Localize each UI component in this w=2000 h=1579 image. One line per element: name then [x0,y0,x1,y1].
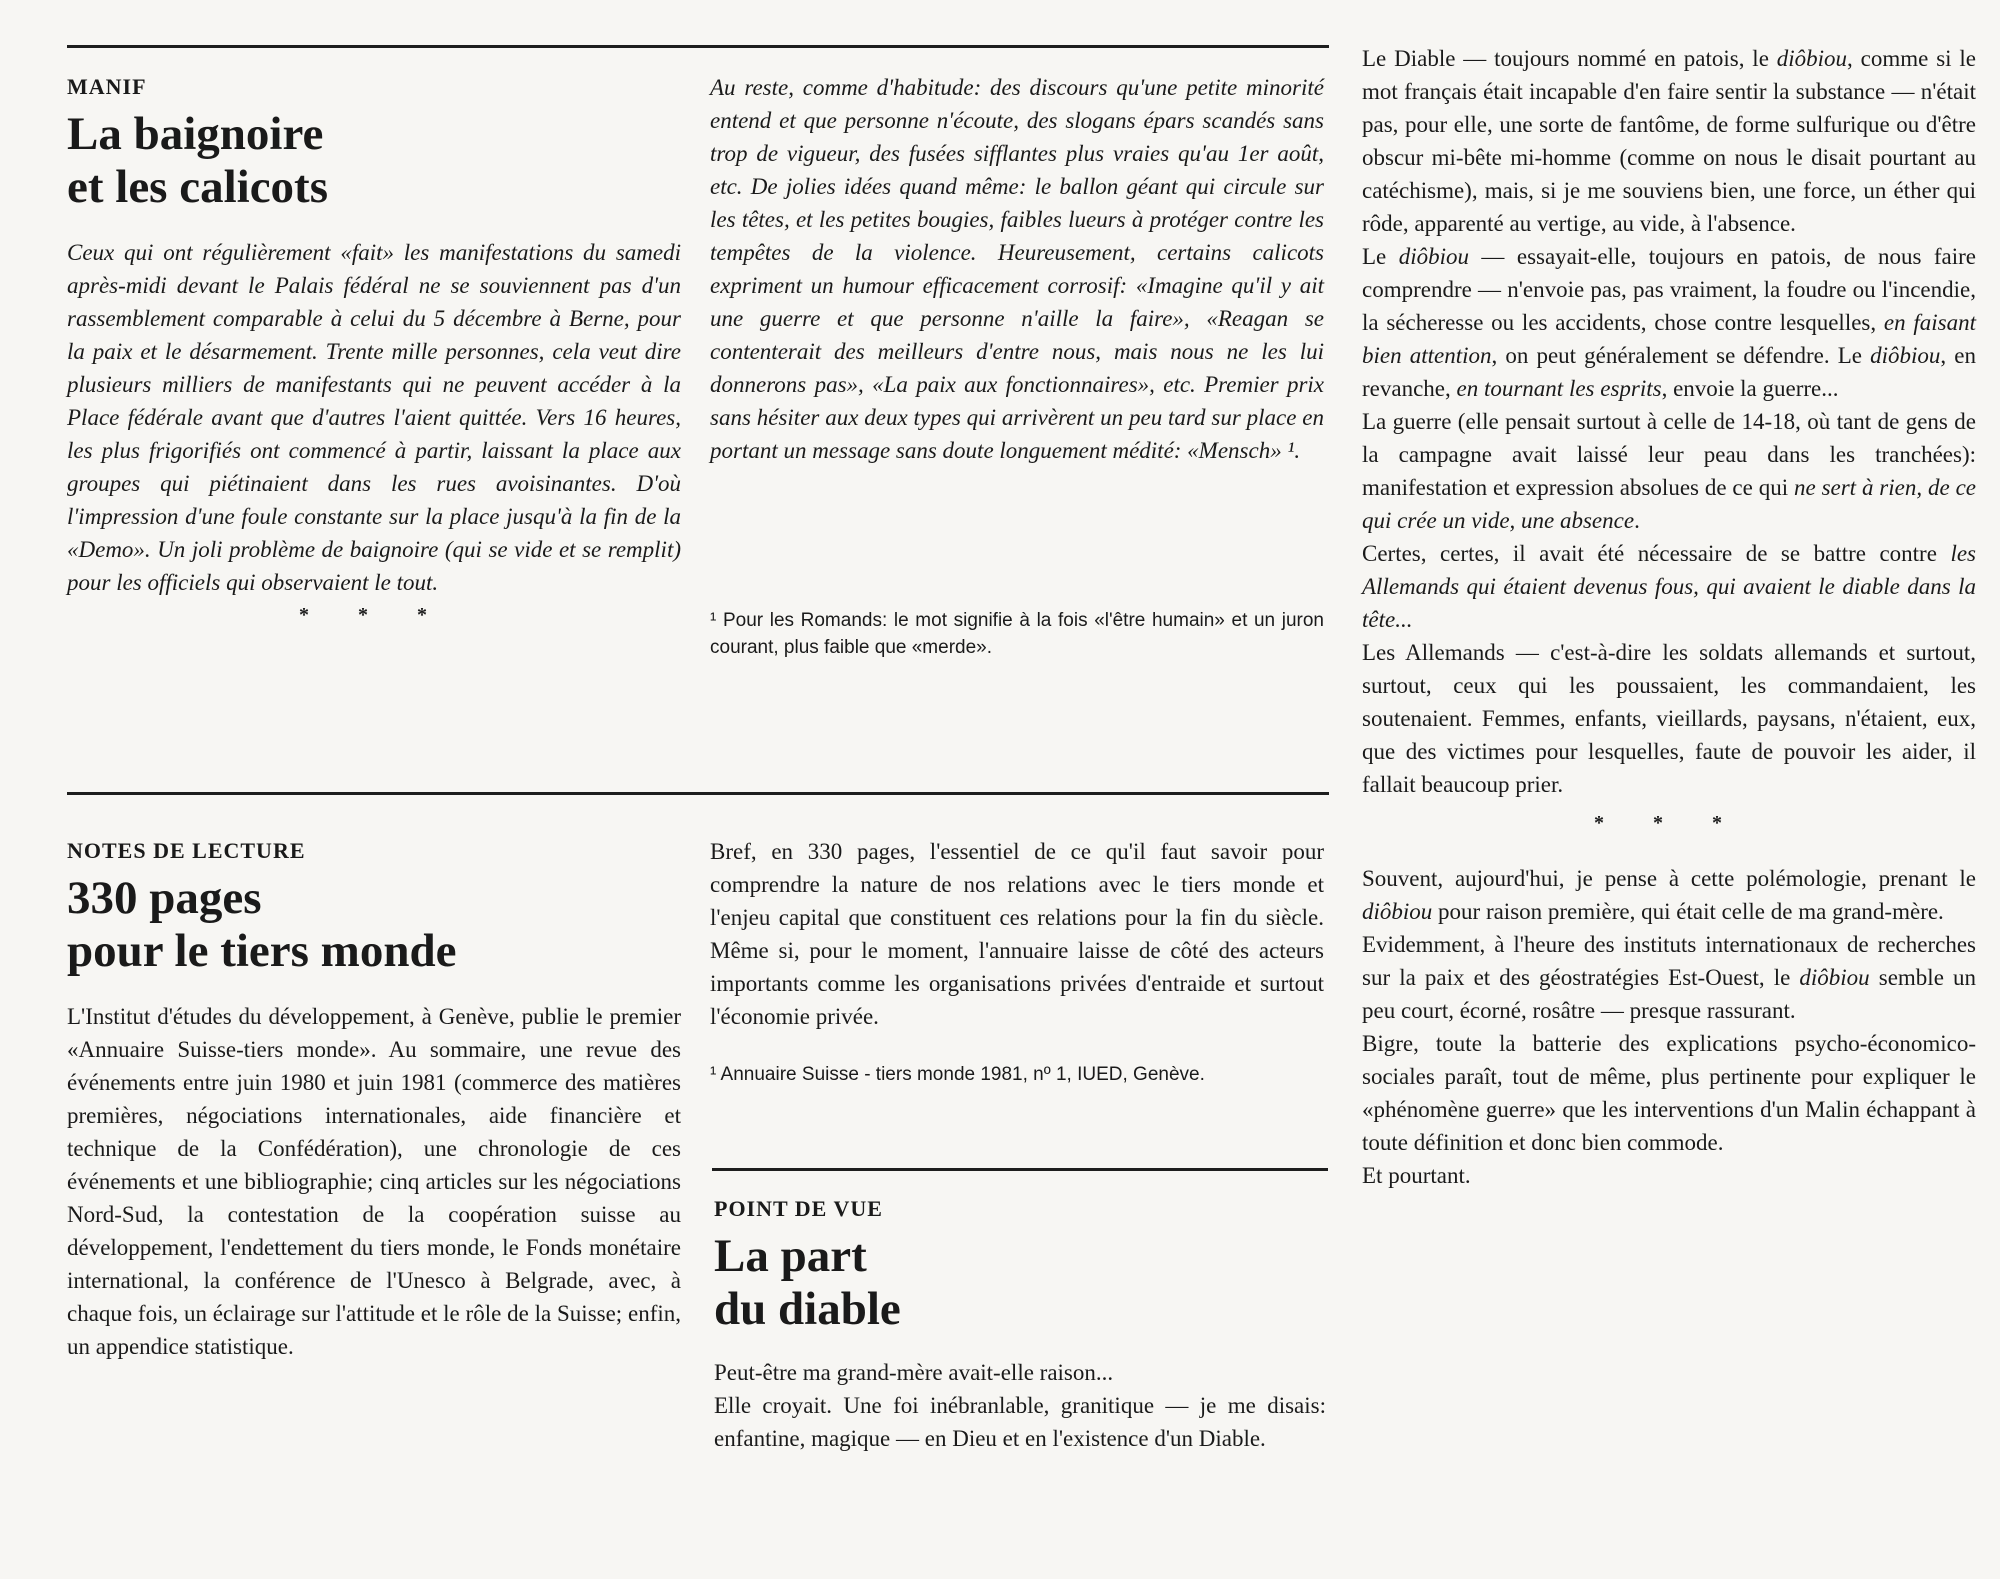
vue-stars: * * * [1594,812,1744,834]
manif-kicker: MANIF [67,74,147,99]
vue-p4-g: , en revanche, [1362,343,1976,401]
vue-p3-text-a: Le Diable — toujours nommé en patois, le [1362,46,1777,71]
notes-title [67,872,681,978]
vue-kicker: POINT DE VUE [714,1196,883,1221]
vue-paragraph-5 [1362,405,1976,537]
vue-p4-a: Le [1362,244,1399,269]
manif-title-line2: et les calicots [67,161,329,213]
point-de-vue-rule [712,1168,1328,1171]
vue-p8-b: diôbiou [1362,899,1433,924]
vue-p4-c: — essayait-elle, toujours en patois, de nous faire comprendre — n'envoie pas, pas vraiment, la foudre ou l'incendie, la sécheresse ou les accidents, chose contre lesquelles, [1362,244,1976,335]
vue-p4-e: , on peut généralement se défendre. Le [1491,343,1871,368]
vue-p3-term: diôbiou [1776,46,1848,71]
vue-p4-i: , envoie la guerre... [1661,376,1839,401]
vue-p9-b: diôbiou [1799,965,1870,990]
vue-paragraph-1: Peut-être ma grand-mère avait-elle raison... [714,1360,1114,1385]
vue-paragraph-8 [1362,862,1976,928]
notes-article-col2 [710,835,1324,1088]
vue-title-line1: La part [714,1230,867,1282]
vue-paragraph-9 [1362,928,1976,1027]
vue-paragraph-6 [1362,537,1976,636]
vue-p5-b: ne sert à rien, de ce qui crée un vide, une absence [1362,475,1976,533]
vue-paragraph-2: Elle croyait. Une foi inébranlable, granitique — je me disais: enfantine, magique — en Dieu et en l'existence d'un Diable. [714,1393,1326,1451]
manif-title-line1: La baignoire [67,108,324,160]
manif-stars: * * * [299,604,449,626]
vue-title-line2: du diable [714,1283,901,1335]
notes-footnote: ¹ Annuaire Suisse - tiers monde 1981, nº 1, IUED, Genève. [710,1064,1205,1085]
vue-article-col2 [714,1196,1326,1455]
manif-paragraph-1: Ceux qui ont régulièrement «fait» les manifestations du samedi après-midi devant le Palais fédéral ne se souviennent pas d'un rassemblement comparable à celui du 5 décembre à Berne, pour la paix et le désarmement. Trente mille personnes, cela veut dire plusieurs milliers de manifestants qui ne peuvent accéder à la Place fédérale avant que d'autres l'aient quittée. Vers 16 heures, les plus frigorifiés ont commencé à partir, laissant la place aux groupes qui piétinaient dans les rues avoisinantes. D'où l'impression d'une foule constante sur la place jusqu'à la fin de la «Demo». Un joli problème de baignoire (qui se vide et se remplit) pour les officiels qui observaient le tout. [67,240,681,595]
manif-footnote: ¹ Pour les Romands: le mot signifie à la fois «l'être humain» et un juron courant, plus faible que «merde». [710,610,1324,658]
vue-article-col3 [1362,42,1976,1192]
vue-title [714,1230,1326,1336]
vue-paragraph-7: Les Allemands — c'est-à-dire les soldats allemands et surtout, surtout, ceux qui les poussaient, les commandaient, les soutenaient. Femmes, enfants, vieillards, paysans, n'étaient, eux, que des victimes pour lesquelles, faute de pouvoir les aider, il fallait beaucoup prier. [1362,640,1976,797]
vue-paragraph-10: Bigre, toute la batterie des explications psycho-économico-sociales paraît, tout de même, plus pertinente pour expliquer le «phénomène guerre» que les interventions d'un Malin échappant à toute définition et donc bien commode. [1362,1031,1976,1155]
middle-rule [67,792,1329,795]
manif-article-col1 [67,74,681,632]
vue-p9-c: semble un peu court, écorné, rosâtre — presque rassurant. [1362,965,1976,1023]
vue-paragraph-11: Et pourtant. [1362,1163,1471,1188]
notes-paragraph-1: L'Institut d'études du développement, à Genève, publie le premier «Annuaire Suisse-tiers monde». Au sommaire, une revue des événements entre juin 1980 et juin 1981 (commerce des matières premières, négociations internationales, aide financière et technique de la Confédération), une chronologie de ces événements et une bibliographie; cinq articles sur les négociations Nord-Sud, la contestation de la coopération suisse au développement, l'endettement du tiers monde, le Fonds monétaire international, la conférence de l'Unesco à Belgrade, avec, à chaque fois, un éclairage sur l'attitude et le rôle de la Suisse; enfin, un appendice statistique. [67,1004,681,1359]
vue-p4-b: diôbiou [1398,244,1469,269]
vue-p5-a: La guerre (elle pensait surtout à celle de 14-18, où tant de gens de la campagne avait laissé leur peau dans les tranchées): manifestation et expression absolues de ce qui [1362,409,1976,500]
manif-title [67,108,681,214]
notes-title-line2: pour le tiers monde [67,925,457,977]
vue-paragraph-3 [1362,42,1976,240]
vue-p8-a: Souvent, aujourd'hui, je pense à cette polémologie, prenant le [1362,866,1976,891]
vue-paragraph-4 [1362,240,1976,405]
top-rule [67,45,1329,48]
notes-title-line1: 330 pages [67,872,262,924]
vue-p3-text-c: , comme si le mot français était incapable d'en faire sentir la substance — n'était pas, pour elle, une sorte de fantôme, de forme sulfurique ou d'être obscur mi-bête mi-homme (comme on nous le disait pourtant au catéchisme), mais, si je me souviens bien, une force, un éther qui rôde, apparenté au vertige, au vide, à l'absence. [1362,46,1976,236]
notes-paragraph-2: Bref, en 330 pages, l'essentiel de ce qu'il faut savoir pour comprendre la nature de nos relations avec le tiers monde et l'enjeu capital que constituent ces relations pour la fin du siècle. Même si, pour le moment, l'annuaire laisse de côté des acteurs importants comme les organisations privées d'entraide et surtout l'économie privée. [710,839,1324,1029]
notes-article-col1 [67,838,681,1363]
vue-p6-a: Certes, certes, il avait été nécessaire de se battre contre [1362,541,1951,566]
vue-p4-h: en tournant les esprits [1456,376,1662,401]
vue-p4-f: diôbiou [1870,343,1941,368]
vue-p4-d: en faisant bien attention [1362,310,1976,368]
vue-p9-a: Evidemment, à l'heure des instituts internationaux de recherches sur la paix et des géostratégies Est-Ouest, le [1362,932,1976,990]
vue-p6-b: les Allemands qui étaient devenus fous, qui avaient le diable dans la tête... [1362,541,1976,632]
notes-kicker: NOTES DE LECTURE [67,838,306,863]
manif-article-col2 [710,71,1324,661]
vue-p8-c: pour raison première, qui était celle de ma grand-mère. [1432,899,1944,924]
manif-paragraph-2: Au reste, comme d'habitude: des discours qu'une petite minorité entend et que personne n'écoute, des slogans épars scandés sans trop de vigueur, des fusées sifflantes plus vraies qu'au 1er août, etc. De jolies idées quand même: le ballon géant qui circule sur les têtes, et les petites bougies, faibles lueurs à protéger contre les tempêtes de la violence. Heureusement, certains calicots expriment un humour efficacement corrosif: «Imagine qu'il y ait une guerre et que personne n'aille la faire», «Reagan se contenterait des meilleurs d'entre nous, mais nous ne les lui donnerons pas», «La paix aux fonctionnaires», etc. Premier prix sans hésiter aux deux types qui arrivèrent un peu tard sur place en portant un message sans doute longuement médité: «Mensch» ¹. [710,75,1324,463]
vue-p5-c: . [1634,508,1640,533]
